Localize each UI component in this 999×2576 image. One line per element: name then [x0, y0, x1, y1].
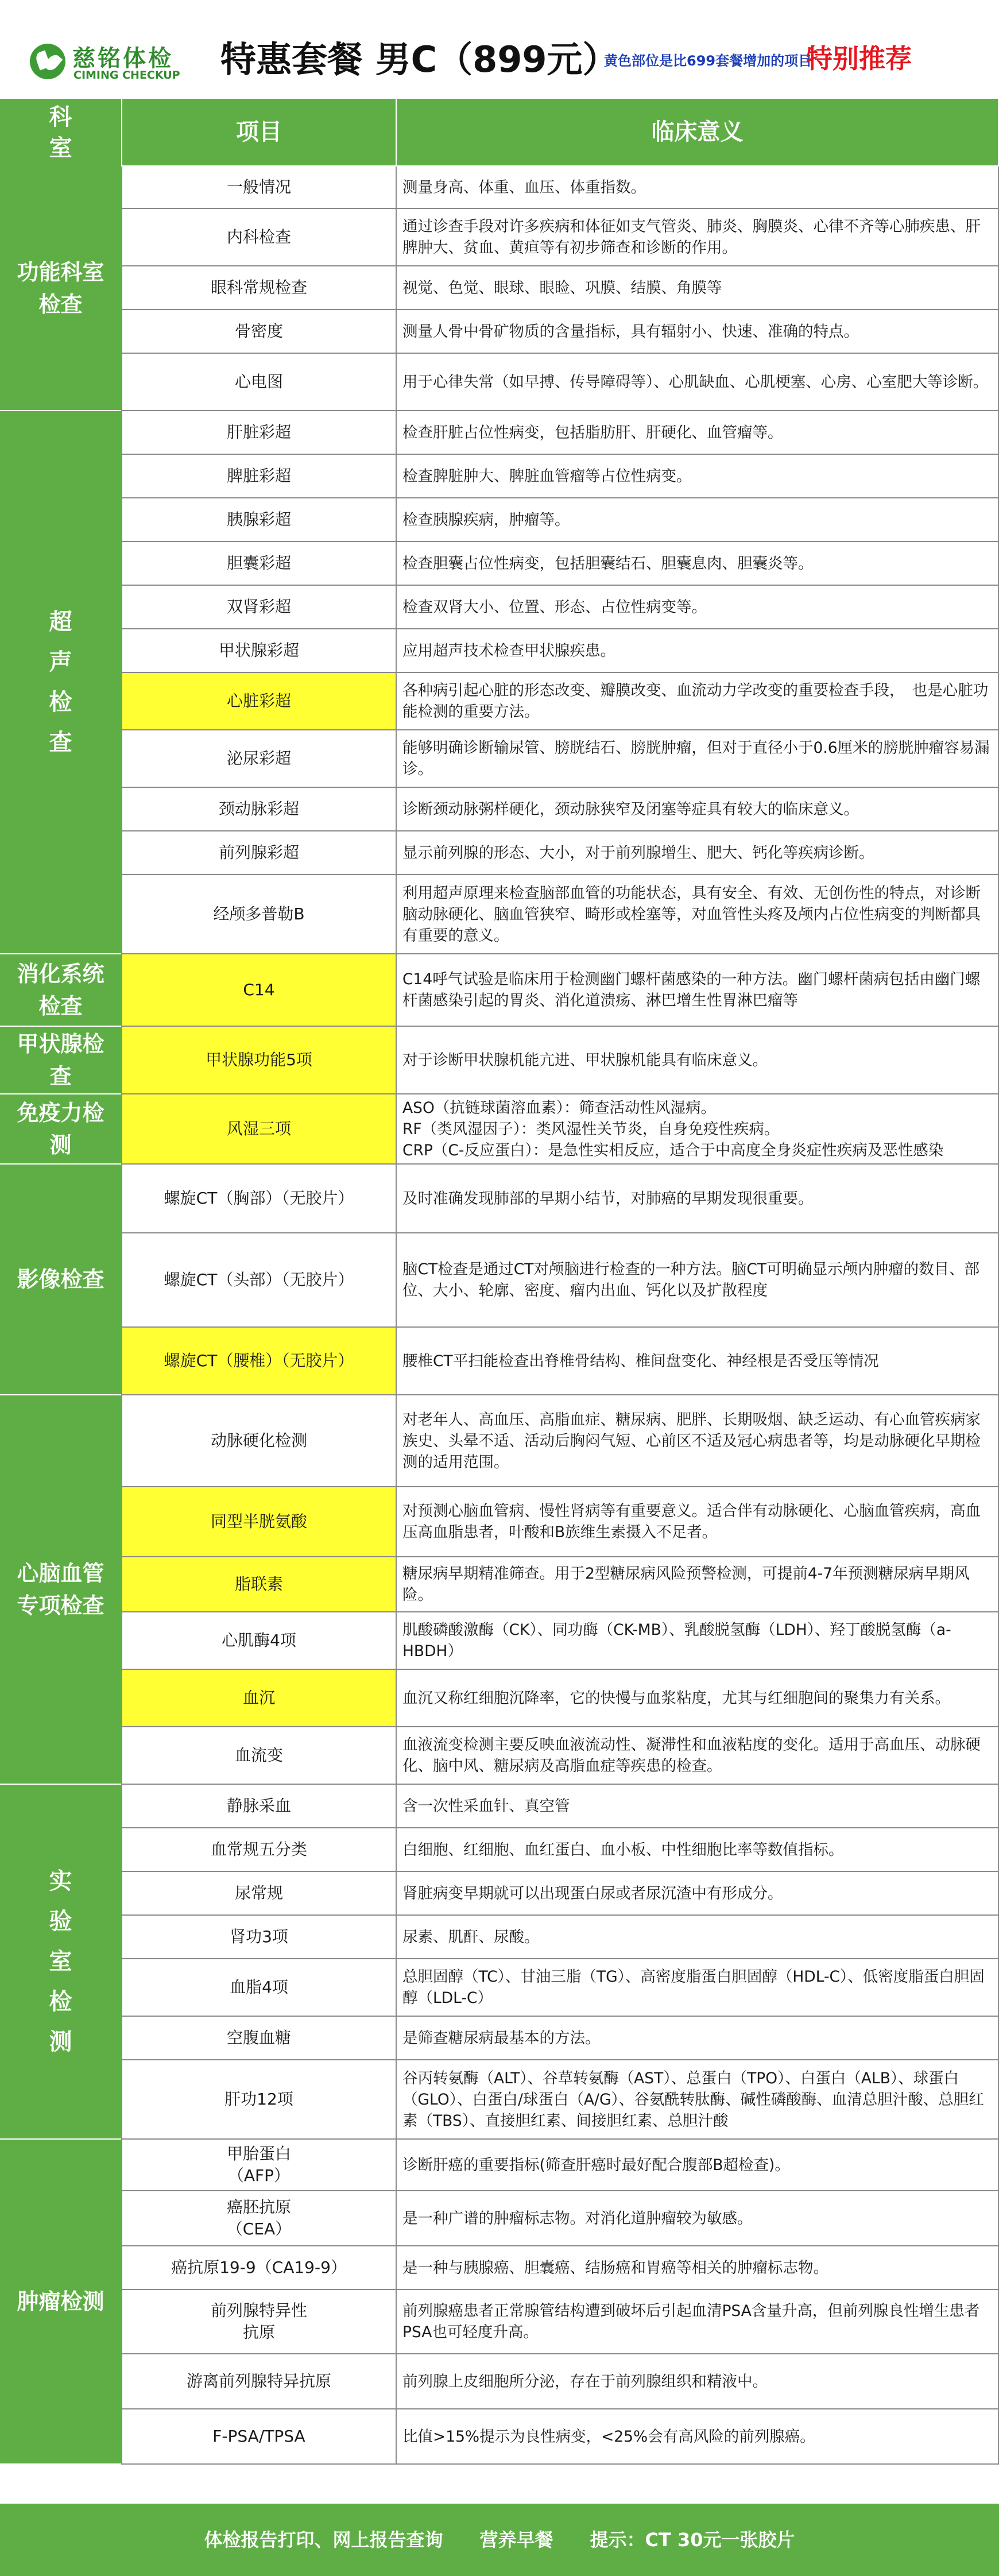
item-name: 血流变: [121, 1727, 396, 1785]
table-row: [0, 310, 999, 354]
column-header-item: 项目: [121, 99, 396, 167]
table-row: [0, 1916, 999, 1959]
category-label: 功能科室检查: [17, 260, 104, 317]
item-name: 血常规五分类: [121, 1828, 396, 1872]
category-cell: [0, 2140, 121, 2465]
clinical-meaning: 血液流变检测主要反映血液流动性、凝滞性和血液粘度的变化。适用于高血压、动脉硬化、脑中风、糖尿病及高脂血症等疾患的检查。: [396, 1727, 999, 1785]
table-row: [0, 1670, 999, 1727]
table-row: [0, 1395, 999, 1487]
item-name: 甲状腺彩超: [121, 629, 396, 673]
table-row: [0, 411, 999, 455]
item-name: 颈动脉彩超: [121, 788, 396, 831]
table-row: [0, 1959, 999, 2017]
clinical-meaning: 能够明确诊断输尿管、膀胱结石、膀胱肿瘤，但对于直径小于0.6厘米的膀胱肿瘤容易漏诊。: [396, 730, 999, 788]
table-row: [0, 730, 999, 788]
table-row: [0, 788, 999, 831]
page-title: 特惠套餐 男C（899元）: [220, 38, 618, 80]
table-row: [0, 2354, 999, 2409]
item-name: 螺旋CT（头部）（无胶片）: [121, 1233, 396, 1328]
item-name: F-PSA/TPSA: [121, 2409, 396, 2465]
header: [0, 0, 999, 99]
item-name: 游离前列腺特异抗原: [121, 2354, 396, 2409]
category-cell: [0, 1027, 121, 1094]
item-name: 静脉采血: [121, 1785, 396, 1828]
category-cell: [0, 1395, 121, 1785]
clinical-meaning: 尿素、肌酐、尿酸。: [396, 1916, 999, 1959]
category-cell: [0, 1785, 121, 2140]
table-row: [0, 498, 999, 542]
item-name: 双肾彩超: [121, 586, 396, 629]
clinical-meaning: 诊断肝癌的重要指标(筛查肝癌时最好配合腹部B超检查)。: [396, 2140, 999, 2191]
item-name: 胆囊彩超: [121, 542, 396, 586]
clinical-meaning: 肌酸磷酸激酶（CK）、同功酶（CK-MB）、乳酸脱氢酶（LDH）、羟丁酸脱氢酶（a-HBDH）: [396, 1612, 999, 1670]
item-name: 心电图: [121, 354, 396, 411]
item-name: 前列腺特异性 抗原: [121, 2290, 396, 2354]
clinical-meaning: 含一次性采血针、真空管: [396, 1785, 999, 1828]
item-name: 骨密度: [121, 310, 396, 354]
item-name: 脾脏彩超: [121, 455, 396, 498]
category-label: 消化系统检查: [17, 961, 104, 1019]
clinical-meaning: 检查胆囊占位性病变，包括胆囊结石、胆囊息肉、胆囊炎等。: [396, 542, 999, 586]
clinical-meaning: 对老年人、高血压、高脂血症、糖尿病、肥胖、长期吸烟、缺乏运动、有心血管疾病家族史、头晕不适、活动后胸闷气短、心前区不适及冠心病患者等，均是动脉硬化早期检测的适用范围。: [396, 1395, 999, 1487]
table-row: [0, 1165, 999, 1233]
item-name: 风湿三项: [121, 1094, 396, 1165]
category-label: 肿瘤检测: [17, 2289, 104, 2314]
clinical-meaning: 是筛查糖尿病最基本的方法。: [396, 2017, 999, 2060]
table-row: [0, 354, 999, 411]
item-name: 血脂4项: [121, 1959, 396, 2017]
clinical-meaning: 肾脏病变早期就可以出现蛋白尿或者尿沉渣中有形成分。: [396, 1872, 999, 1916]
category-cell: [0, 1165, 121, 1395]
item-name: 脂联素: [121, 1557, 396, 1612]
item-name: 眼科常规检查: [121, 266, 396, 310]
footer-text: 体检报告打印、网上报告查询 营养早餐 提示：CT 30元一张胶片: [204, 2529, 795, 2551]
item-name: 血沉: [121, 1670, 396, 1727]
highlight-note: 黄色部位是比699套餐增加的项目: [604, 53, 812, 69]
clinical-meaning: 血沉又称红细胞沉降率，它的快慢与血浆粘度，尤其与红细胞间的聚集力有关系。: [396, 1670, 999, 1727]
clinical-meaning: ASO（抗链球菌溶血素）：筛查活动性风湿病。 RF（类风湿因子）：类风湿性关节炎，自身免疫性疾病。 CRP（C-反应蛋白）：是急性实相反应，适合于中高度全身炎症性疾病及恶性感染: [396, 1094, 999, 1165]
table-row: [0, 2017, 999, 2060]
item-name: 肝功12项: [121, 2060, 396, 2140]
item-name: 甲状腺功能5项: [121, 1027, 396, 1094]
table-row: [0, 2191, 999, 2246]
item-name: 癌胚抗原 （CEA）: [121, 2191, 396, 2246]
item-name: 癌抗原19-9（CA19-9）: [121, 2246, 396, 2290]
item-name: 螺旋CT（胸部）（无胶片）: [121, 1165, 396, 1233]
table-row: [0, 1328, 999, 1395]
table-row: [0, 455, 999, 498]
column-header-meaning: 临床意义: [396, 99, 999, 167]
table-row: [0, 1785, 999, 1828]
item-name: 尿常规: [121, 1872, 396, 1916]
category-label: 超声检查: [49, 609, 72, 756]
clinical-meaning: 显示前列腺的形态、大小，对于前列腺增生、肥大、钙化等疾病诊断。: [396, 831, 999, 875]
table-row: [0, 1027, 999, 1094]
item-name: 同型半胱氨酸: [121, 1487, 396, 1557]
table-row: [0, 875, 999, 954]
clinical-meaning: 及时准确发现肺部的早期小结节，对肺癌的早期发现很重要。: [396, 1165, 999, 1233]
table-row: [0, 1094, 999, 1165]
item-name: C14: [121, 954, 396, 1027]
logo-leaf-icon: [30, 44, 65, 79]
clinical-meaning: 各种病引起心脏的形态改变、瓣膜改变、血流动力学改变的重要检查手段， 也是心脏功能检测的重要方法。: [396, 673, 999, 730]
clinical-meaning: 利用超声原理来检查脑部血管的功能状态，具有安全、有效、无创伤性的特点，对诊断脑动脉硬化、脑血管狭窄、畸形或栓塞等，对血管性头疼及颅内占位性病变的判断都具有重要的意义。: [396, 875, 999, 954]
clinical-meaning: 检查胰腺疾病，肿瘤等。: [396, 498, 999, 542]
table-row: [0, 1727, 999, 1785]
item-name: 泌尿彩超: [121, 730, 396, 788]
item-name: 心肌酶4项: [121, 1612, 396, 1670]
item-name: 一般情况: [121, 167, 396, 209]
table-row: [0, 1612, 999, 1670]
item-name: 心脏彩超: [121, 673, 396, 730]
item-name: 经颅多普勒B: [121, 875, 396, 954]
table-row: [0, 2290, 999, 2354]
item-name: 胰腺彩超: [121, 498, 396, 542]
clinical-meaning: 是一种广谱的肿瘤标志物。对消化道肿瘤较为敏感。: [396, 2191, 999, 2246]
table-row: [0, 831, 999, 875]
item-name: 甲胎蛋白 （AFP）: [121, 2140, 396, 2191]
table-row: [0, 586, 999, 629]
table-row: [0, 266, 999, 310]
table-row: [0, 2140, 999, 2191]
item-name: 动脉硬化检测: [121, 1395, 396, 1487]
logo-chinese-name: 慈铭体检: [72, 45, 173, 72]
clinical-meaning: 总胆固醇（TC）、甘油三脂（TG）、高密度脂蛋白胆固醇（HDL-C）、低密度脂蛋白胆固醇（LDL-C）: [396, 1959, 999, 2017]
clinical-meaning: 检查肝脏占位性病变，包括脂肪肝、肝硬化、血管瘤等。: [396, 411, 999, 455]
clinical-meaning: 用于心律失常（如早搏、传导障碍等）、心肌缺血、心肌梗塞、心房、心室肥大等诊断。: [396, 354, 999, 411]
table-row: [0, 673, 999, 730]
table-row: [0, 1872, 999, 1916]
footer-bar: [0, 2504, 999, 2576]
clinical-meaning: C14呼气试验是临床用于检测幽门螺杆菌感染的一种方法。幽门螺杆菌病包括由幽门螺杆菌感染引起的胃炎、消化道溃疡、淋巴增生性胃淋巴瘤等: [396, 954, 999, 1027]
clinical-meaning: 前列腺上皮细胞所分泌，存在于前列腺组织和精液中。: [396, 2354, 999, 2409]
clinical-meaning: 检查双肾大小、位置、形态、占位性病变等。: [396, 586, 999, 629]
column-header-category: 科室: [49, 104, 72, 161]
table-row: [0, 167, 999, 209]
clinical-meaning: 糖尿病早期精准筛查。用于2型糖尿病风险预警检测，可提前4-7年预测糖尿病早期风险。: [396, 1557, 999, 1612]
clinical-meaning: 测量身高、体重、血压、体重指数。: [396, 167, 999, 209]
category-label: 甲状腺检查: [17, 1031, 104, 1089]
clinical-meaning: 比值>15%提示为良性病变，<25%会有高风险的前列腺癌。: [396, 2409, 999, 2465]
logo-english-name: CIMING CHECKUP: [73, 69, 180, 82]
clinical-meaning: 谷丙转氨酶（ALT）、谷草转氨酶（AST）、总蛋白（TPO）、白蛋白（ALB）、球蛋白（GLO）、白蛋白/球蛋白（A/G）、谷氨酰转肽酶、碱性磷酸酶、血清总胆汁酸、总胆红素（TBS）、直接胆红素、间接胆红素、总胆汁酸: [396, 2060, 999, 2140]
clinical-meaning: 脑CT检查是通过CT对颅脑进行检查的一种方法。脑CT可明确显示颅内肿瘤的数目、部位、大小、轮廓、密度、瘤内出血、钙化以及扩散程度: [396, 1233, 999, 1328]
category-cell: [0, 1094, 121, 1165]
item-name: 螺旋CT（腰椎）（无胶片）: [121, 1328, 396, 1395]
clinical-meaning: 对预测心脑血管病、慢性肾病等有重要意义。适合伴有动脉硬化、心脑血管疾病，高血压高血脂患者，叶酸和B族维生素摄入不足者。: [396, 1487, 999, 1557]
category-cell: [0, 954, 121, 1027]
category-label: 心脑血管专项检查: [17, 1561, 104, 1618]
item-name: 肝脏彩超: [121, 411, 396, 455]
special-recommend-label: 特别推荐: [806, 43, 912, 74]
table-row: [0, 542, 999, 586]
table-row: [0, 2409, 999, 2465]
clinical-meaning: 白细胞、红细胞、血红蛋白、血小板、中性细胞比率等数值指标。: [396, 1828, 999, 1872]
category-cell: [0, 411, 121, 954]
category-label: 免疫力检测: [17, 1100, 104, 1158]
item-name: 肾功3项: [121, 1916, 396, 1959]
clinical-meaning: 测量人骨中骨矿物质的含量指标，具有辐射小、快速、准确的特点。: [396, 310, 999, 354]
clinical-meaning: 是一种与胰腺癌、胆囊癌、结肠癌和胃癌等相关的肿瘤标志物。: [396, 2246, 999, 2290]
clinical-meaning: 检查脾脏肿大、脾脏血管瘤等占位性病变。: [396, 455, 999, 498]
category-cell: [0, 167, 121, 411]
table-row: [0, 1233, 999, 1328]
clinical-meaning: 通过诊查手段对许多疾病和体征如支气管炎、肺炎、胸膜炎、心律不齐等心肺疾患、肝脾肿大、贫血、黄疸等有初步筛查和诊断的作用。: [396, 209, 999, 266]
clinical-meaning: 诊断颈动脉粥样硬化，颈动脉狭窄及闭塞等症具有较大的临床意义。: [396, 788, 999, 831]
table-row: [0, 954, 999, 1027]
clinical-meaning: 腰椎CT平扫能检查出脊椎骨结构、椎间盘变化、神经根是否受压等情况: [396, 1328, 999, 1395]
item-name: 前列腺彩超: [121, 831, 396, 875]
table-row: [0, 2060, 999, 2140]
item-name: 内科检查: [121, 209, 396, 266]
table-row: [0, 1487, 999, 1557]
item-name: 空腹血糖: [121, 2017, 396, 2060]
category-label: 实验室检测: [49, 1868, 72, 2055]
table-row: [0, 1557, 999, 1612]
clinical-meaning: 应用超声技术检查甲状腺疾患。: [396, 629, 999, 673]
table-row: [0, 1828, 999, 1872]
table-header-row: [0, 99, 999, 167]
logo: [30, 37, 202, 88]
table-row: [0, 629, 999, 673]
clinical-meaning: 前列腺癌患者正常腺管结构遭到破坏后引起血清PSA含量升高，但前列腺良性增生患者PSA也可轻度升高。: [396, 2290, 999, 2354]
table-row: [0, 2246, 999, 2290]
table-row: [0, 209, 999, 266]
clinical-meaning: 对于诊断甲状腺机能亢进、甲状腺机能具有临床意义。: [396, 1027, 999, 1094]
clinical-meaning: 视觉、色觉、眼球、眼睑、巩膜、结膜、角膜等: [396, 266, 999, 310]
category-label: 影像检查: [17, 1267, 104, 1292]
